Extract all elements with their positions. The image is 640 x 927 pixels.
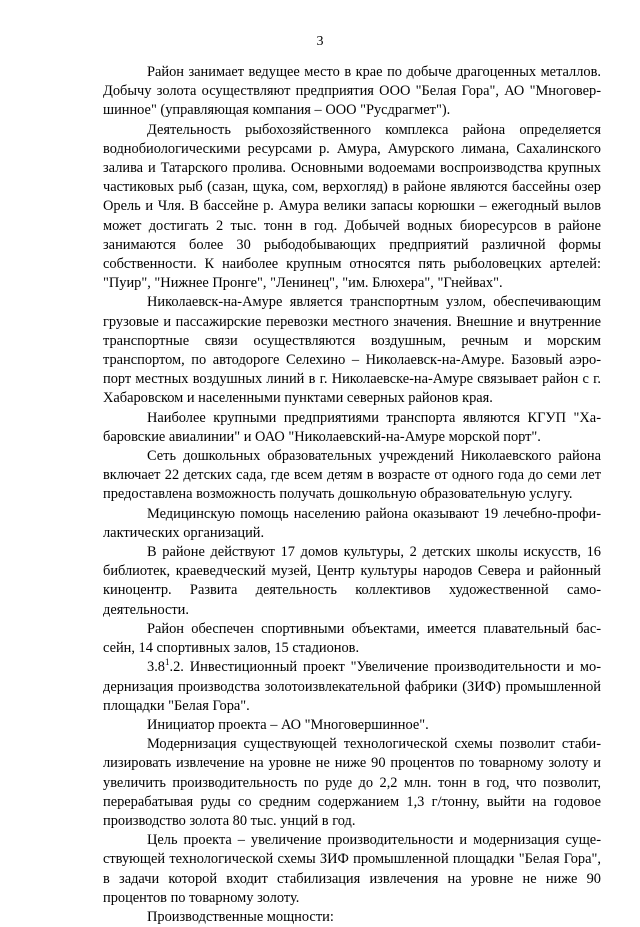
paragraph-preschool: Сеть дошкольных образовательных учреждений Николаевского района включает 22 детских сада, где всем детям в возрасте от одного года до семи лет предоставлена возможность получать дошкольную образовательную услугу. (103, 448, 601, 503)
section-title: .2. Инвестиционный проект "Увеличение производительности и модернизация производства золотоизвлекательной фабрики (ЗИФ) промышленной площадки "Белая Гора". (103, 659, 601, 714)
paragraph-fishery: Деятельность рыбохозяйственного комплекса района определяется воднобиологическими ресурсами р. Амура, Амурского лимана, Сахалинского залива и Татарского пролива. Основными водоемами воспроизводства крупных частиковых рыб (сазан, щука, сом, верхогляд) в районе являются бассейны озер Орель и Чля. В бассейне р. Амура велики запасы корюшки – ежегодный вылов может достигать 2 тыс. тонн в год. Добычей водных биоресурсов в районе занимаются более 30 рыбодобывающих предприятий различной формы собственности. К наиболее крупным относятся пять рыболовецких артелей: "Пуир", "Нижнее Пронге", "Ленинец", "им. Блюхера", "Гнейвах". (103, 121, 601, 292)
paragraph-precious-metals: Район занимает ведущее место в крае по добыче драгоценных металлов. Добычу золота осуществляют предприятия ООО "Белая Гора", АО "Многовершинное" (управляющая компания – ООО "Русдрагмет"). (103, 64, 601, 119)
paragraph-production-capacity: Производственные мощности: (147, 908, 334, 925)
section-superscript: 1 (165, 657, 170, 668)
paragraph-transport-hub: Николаевск-на-Амуре является транспортным узлом, обеспечивающим грузовые и пассажирские перевозки местного значения. Внешние и внутренние транспортные связи осуществляются воздушным, речным и морским транспортом, по автодороге Селехино – Николаевск-на-Амуре. Базовый аэропорт местных воздушных линий в г. Николаевске-на-Амуре связывает район с г. Хабаровском и населенными пунктами северных районов края. (103, 294, 601, 407)
paragraph-investment-project (103, 658, 601, 716)
section-number: 3.8 (147, 659, 165, 676)
paragraph-initiator: Инициатор проекта – АО "Многовершинное". (147, 716, 429, 733)
page-number: 3 (316, 34, 324, 49)
paragraph-culture: В районе действуют 17 домов культуры, 2 детских школы искусств, 16 библиотек, краеведческий музей, Центр культуры народов Севера и районный киноцентр. Развита деятельность коллективов художественной самодеятельности. (103, 544, 601, 618)
paragraph-medical: Медицинскую помощь населению района оказывают 19 лечебно-профилактических организаций. (103, 505, 601, 541)
paragraph-sports: Район обеспечен спортивными объектами, имеется плавательный бассейн, 14 спортивных залов, 15 стадионов. (103, 620, 601, 657)
paragraph-modernization: Модернизация существующей технологической схемы позволит стабилизировать извлечение на уровне не ниже 90 процентов по товарному золоту и увеличить производительность по руде до 2,2 млн. тонн в год, что позволит, перерабатывая руды со средним содержанием 1,3 г/тонну, выйти на годовое производство золота 80 тыс. унций в год. (103, 736, 601, 829)
paragraph-transport-enterprises: Наиболее крупными предприятиями транспорта являются КГУП "Хабаровские авиалинии" и ОАО "Николаевский-на-Амуре морской порт". (103, 409, 601, 445)
document-body (103, 63, 601, 927)
paragraph-project-goal: Цель проекта – увеличение производительности и модернизация существующей технологической схемы ЗИФ промышленной площадки "Белая Гора", в задачи которой входит стабилизация извлечения на уровне не ниже 90 процентов по товарному золоту. (103, 832, 601, 906)
